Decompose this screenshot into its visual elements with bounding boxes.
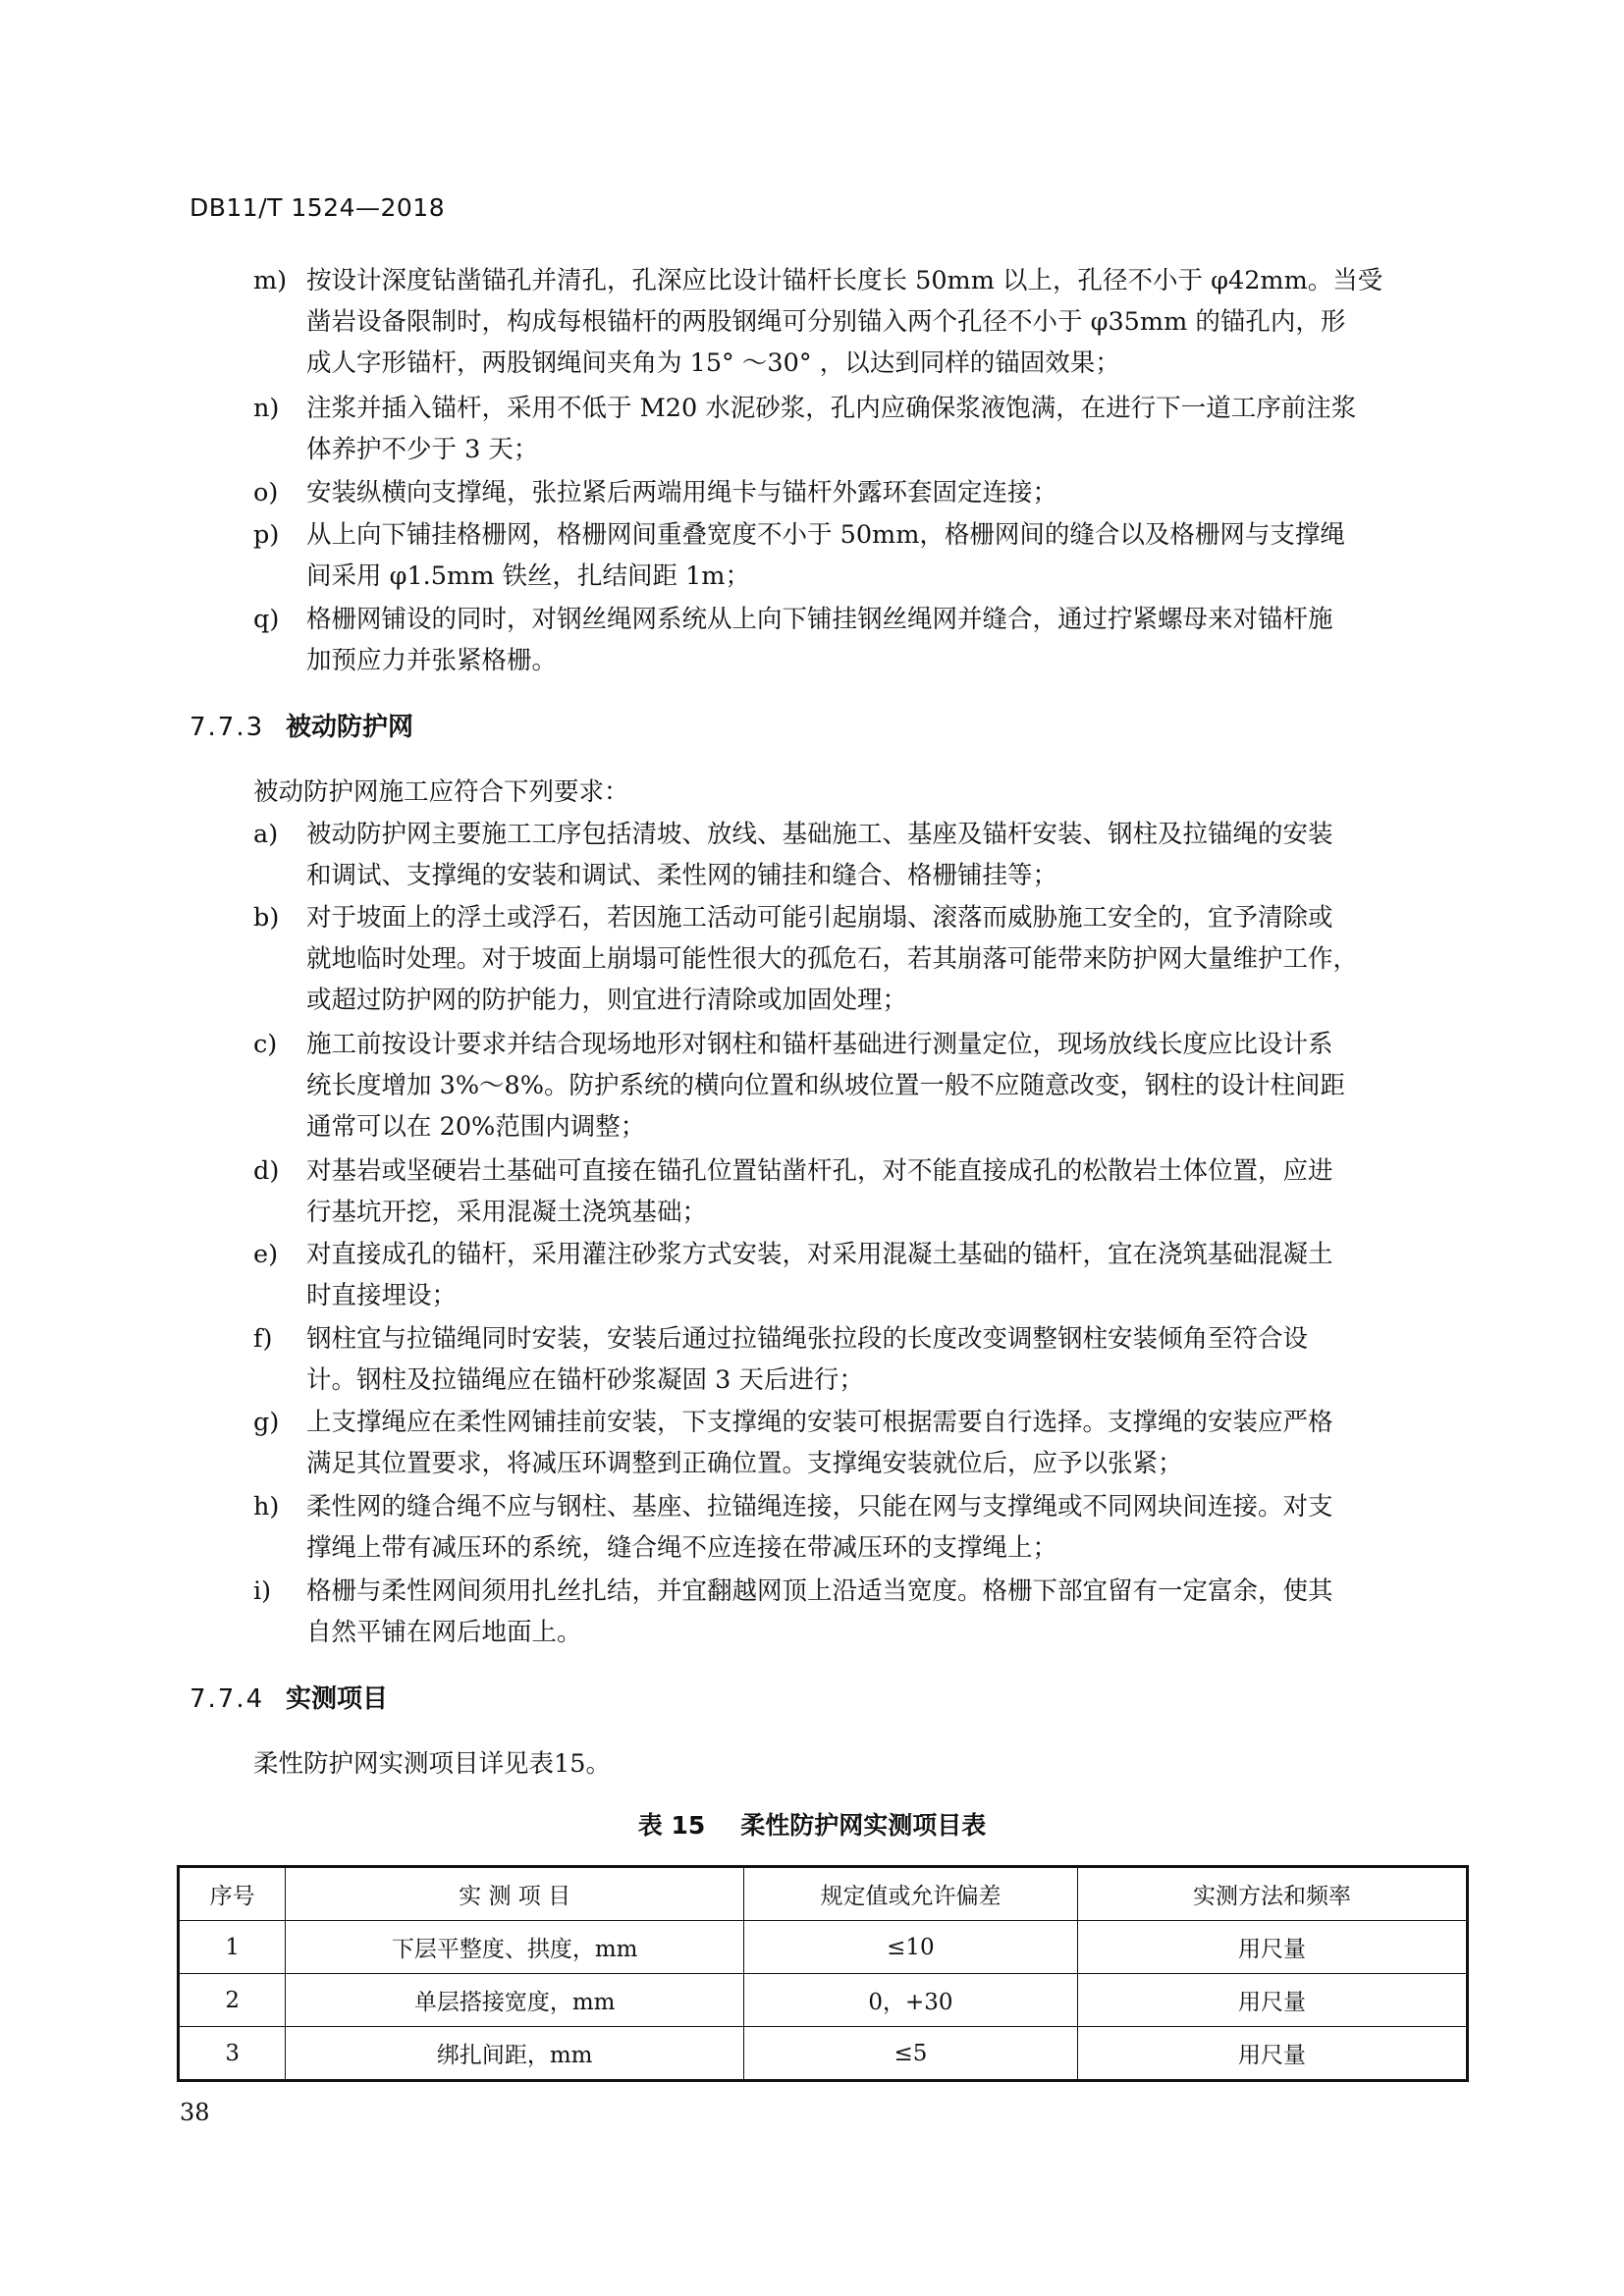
list-label: b) [253, 903, 280, 933]
section-title: 被动防护网 [286, 713, 414, 742]
list-label: f) [253, 1324, 273, 1354]
text-line: 计。钢柱及拉锚绳应在锚杆砂浆凝固 3 天后进行； [306, 1365, 864, 1395]
table-row [179, 2027, 1468, 2081]
table-header-cell: 序号 [179, 1867, 286, 1921]
text-line: 撑绳上带有减压环的系统，缝合绳不应连接在带减压环的支撑绳上； [306, 1533, 1058, 1563]
table-cell: 单层搭接宽度，mm [286, 1974, 744, 2027]
section-number: 7.7.4 [189, 1684, 265, 1714]
text-line: 格栅网铺设的同时，对钢丝绳网系统从上向下铺挂钢丝绳网并缝合，通过拧紧螺母来对锚杆施 [306, 605, 1333, 634]
list-text [306, 388, 1481, 470]
list-label: c) [253, 1030, 278, 1059]
document-code: DB11/T 1524—2018 [189, 193, 446, 222]
list-label: n) [253, 394, 280, 423]
table-cell: 用尺量 [1077, 1921, 1467, 1974]
text-line: 凿岩设备限制时，构成每根锚杆的两股钢绳可分别锚入两个孔径不小于 φ35mm 的锚孔内，形 [306, 307, 1346, 337]
text-line: 就地临时处理。对于坡面上崩塌可能性很大的孤危石，若其崩落可能带来防护网大量维护工作， [306, 944, 1359, 974]
table-cell: ≤10 [743, 1921, 1077, 1974]
list-label: h) [253, 1492, 280, 1522]
list-item-q [253, 599, 1481, 681]
list-item-h [253, 1486, 1481, 1569]
table-caption-title: 柔性防护网实测项目表 [740, 1811, 987, 1840]
text-line: 对于坡面上的浮土或浮石，若因施工活动可能引起崩塌、滚落而威胁施工安全的，宜予清除或 [306, 903, 1333, 933]
table-cell: ≤5 [743, 2027, 1077, 2081]
table-header-cell: 规定值或允许偏差 [743, 1867, 1077, 1921]
list-label: g) [253, 1408, 280, 1437]
text-line: 格栅与柔性网间须用扎丝扎结，并宜翻越网顶上沿适当宽度。格栅下部宜留有一定富余，使其 [306, 1576, 1333, 1606]
list-item-d [253, 1150, 1481, 1233]
text-line: 统长度增加 3%～8%。防护系统的横向位置和纵坡位置一般不应随意改变，钢柱的设计柱间距 [306, 1071, 1346, 1100]
list-label: p) [253, 520, 280, 550]
list-item-o [253, 472, 1481, 513]
table-cell: 2 [179, 1974, 286, 2027]
table-caption [0, 1806, 1624, 1842]
page-number: 38 [180, 2099, 210, 2126]
text-line: 加预应力并张紧格栅。 [306, 646, 558, 675]
text-line: 成人字形锚杆，两股钢绳间夹角为 15° ～30° ，以达到同样的锚固效果； [306, 348, 1120, 378]
text-line: 通常可以在 20%范围内调整； [306, 1112, 646, 1142]
text-line: 或超过防护网的防护能力，则宜进行清除或加固处理； [306, 986, 908, 1015]
list-item-c [253, 1024, 1481, 1148]
table-row [179, 1921, 1468, 1974]
text-line: 安装纵横向支撑绳，张拉紧后两端用绳卡与锚杆外露环套固定连接； [306, 478, 1058, 507]
text-line: 从上向下铺挂格栅网，格栅网间重叠宽度不小于 50mm，格栅网间的缝合以及格栅网与支撑绳 [306, 520, 1345, 550]
list-text [306, 472, 1481, 513]
list-item-p [253, 514, 1481, 597]
table-cell: 用尺量 [1077, 1974, 1467, 2027]
table-cell: 3 [179, 2027, 286, 2081]
table-cell: 绑扎间距，mm [286, 2027, 744, 2081]
list-label: q) [253, 605, 280, 634]
list-text [306, 1234, 1481, 1316]
list-item-b [253, 897, 1481, 1021]
table-row [179, 1974, 1468, 2027]
text-line: 间采用 φ1.5mm 铁丝，扎结间距 1m； [306, 561, 750, 591]
table-header-cell: 实 测 项 目 [286, 1867, 744, 1921]
list-text [306, 897, 1481, 1021]
list-text [306, 1486, 1481, 1569]
text-line: 钢柱宜与拉锚绳同时安装，安装后通过拉锚绳张拉段的长度改变调整钢柱安装倾角至符合设 [306, 1324, 1309, 1354]
list-text [306, 1571, 1481, 1653]
section-heading-7-7-3 [189, 708, 413, 747]
text-line: 被动防护网主要施工工序包括清坡、放线、基础施工、基座及锚杆安装、钢柱及拉锚绳的安装 [306, 820, 1333, 849]
list-item-m [253, 260, 1481, 384]
list-label: e) [253, 1240, 279, 1269]
text-line: 对直接成孔的锚杆，采用灌注砂浆方式安装，对采用混凝土基础的锚杆，宜在浇筑基础混凝土 [306, 1240, 1333, 1269]
section-number: 7.7.3 [189, 713, 265, 742]
list-text [306, 1318, 1481, 1401]
text-line: 和调试、支撑绳的安装和调试、柔性网的铺挂和缝合、格栅铺挂等； [306, 861, 1058, 890]
table-header-cell: 实测方法和频率 [1077, 1867, 1467, 1921]
list-text [306, 1024, 1481, 1148]
text-line: 施工前按设计要求并结合现场地形对钢柱和锚杆基础进行测量定位，现场放线长度应比设计系 [306, 1030, 1333, 1059]
measurement-table [177, 1865, 1469, 2082]
section-intro: 被动防护网施工应符合下列要求： [253, 777, 629, 807]
section-heading-7-7-4 [189, 1680, 388, 1719]
text-line: 行基坑开挖，采用混凝土浇筑基础； [306, 1198, 708, 1227]
text-line: 时直接埋设； [306, 1281, 458, 1310]
section-title: 实测项目 [286, 1684, 389, 1714]
table-header-row [179, 1867, 1468, 1921]
list-item-g [253, 1402, 1481, 1484]
list-text [306, 599, 1481, 681]
list-label: d) [253, 1156, 280, 1186]
table-cell: 下层平整度、拱度，mm [286, 1921, 744, 1974]
text-line: 柔性网的缝合绳不应与钢柱、基座、拉锚绳连接，只能在网与支撑绳或不同网块间连接。对支 [306, 1492, 1333, 1522]
text-line: 满足其位置要求，将减压环调整到正确位置。支撑绳安装就位后，应予以张紧； [306, 1449, 1183, 1478]
section-intro: 柔性防护网实测项目详见表15。 [253, 1749, 611, 1779]
list-label: m) [253, 266, 288, 295]
list-text [306, 260, 1481, 384]
list-label: i) [253, 1576, 272, 1606]
table-cell: 1 [179, 1921, 286, 1974]
text-line: 注浆并插入锚杆，采用不低于 M20 水泥砂浆，孔内应确保浆液饱满，在进行下一道工序前注浆 [306, 394, 1357, 423]
list-text [306, 1150, 1481, 1233]
list-item-n [253, 388, 1481, 470]
text-line: 上支撑绳应在柔性网铺挂前安装，下支撑绳的安装可根据需要自行选择。支撑绳的安装应严格 [306, 1408, 1333, 1437]
list-text [306, 514, 1481, 597]
text-line: 自然平铺在网后地面上。 [306, 1618, 582, 1647]
list-text [306, 1402, 1481, 1484]
list-label: o) [253, 478, 279, 507]
list-label: a) [253, 820, 279, 849]
list-item-i [253, 1571, 1481, 1653]
text-line: 按设计深度钻凿锚孔并清孔，孔深应比设计锚杆长度长 50mm 以上，孔径不小于 φ42mm。当受 [306, 266, 1383, 295]
text-line: 体养护不少于 3 天； [306, 435, 539, 464]
list-item-a [253, 814, 1481, 896]
table-cell: 0，+30 [743, 1974, 1077, 2027]
list-text [306, 814, 1481, 896]
text-line: 对基岩或坚硬岩土基础可直接在锚孔位置钻凿杆孔，对不能直接成孔的松散岩土体位置，应进 [306, 1156, 1333, 1186]
table-cell: 用尺量 [1077, 2027, 1467, 2081]
table-caption-number: 表 15 [637, 1811, 706, 1840]
list-item-f [253, 1318, 1481, 1401]
list-item-e [253, 1234, 1481, 1316]
